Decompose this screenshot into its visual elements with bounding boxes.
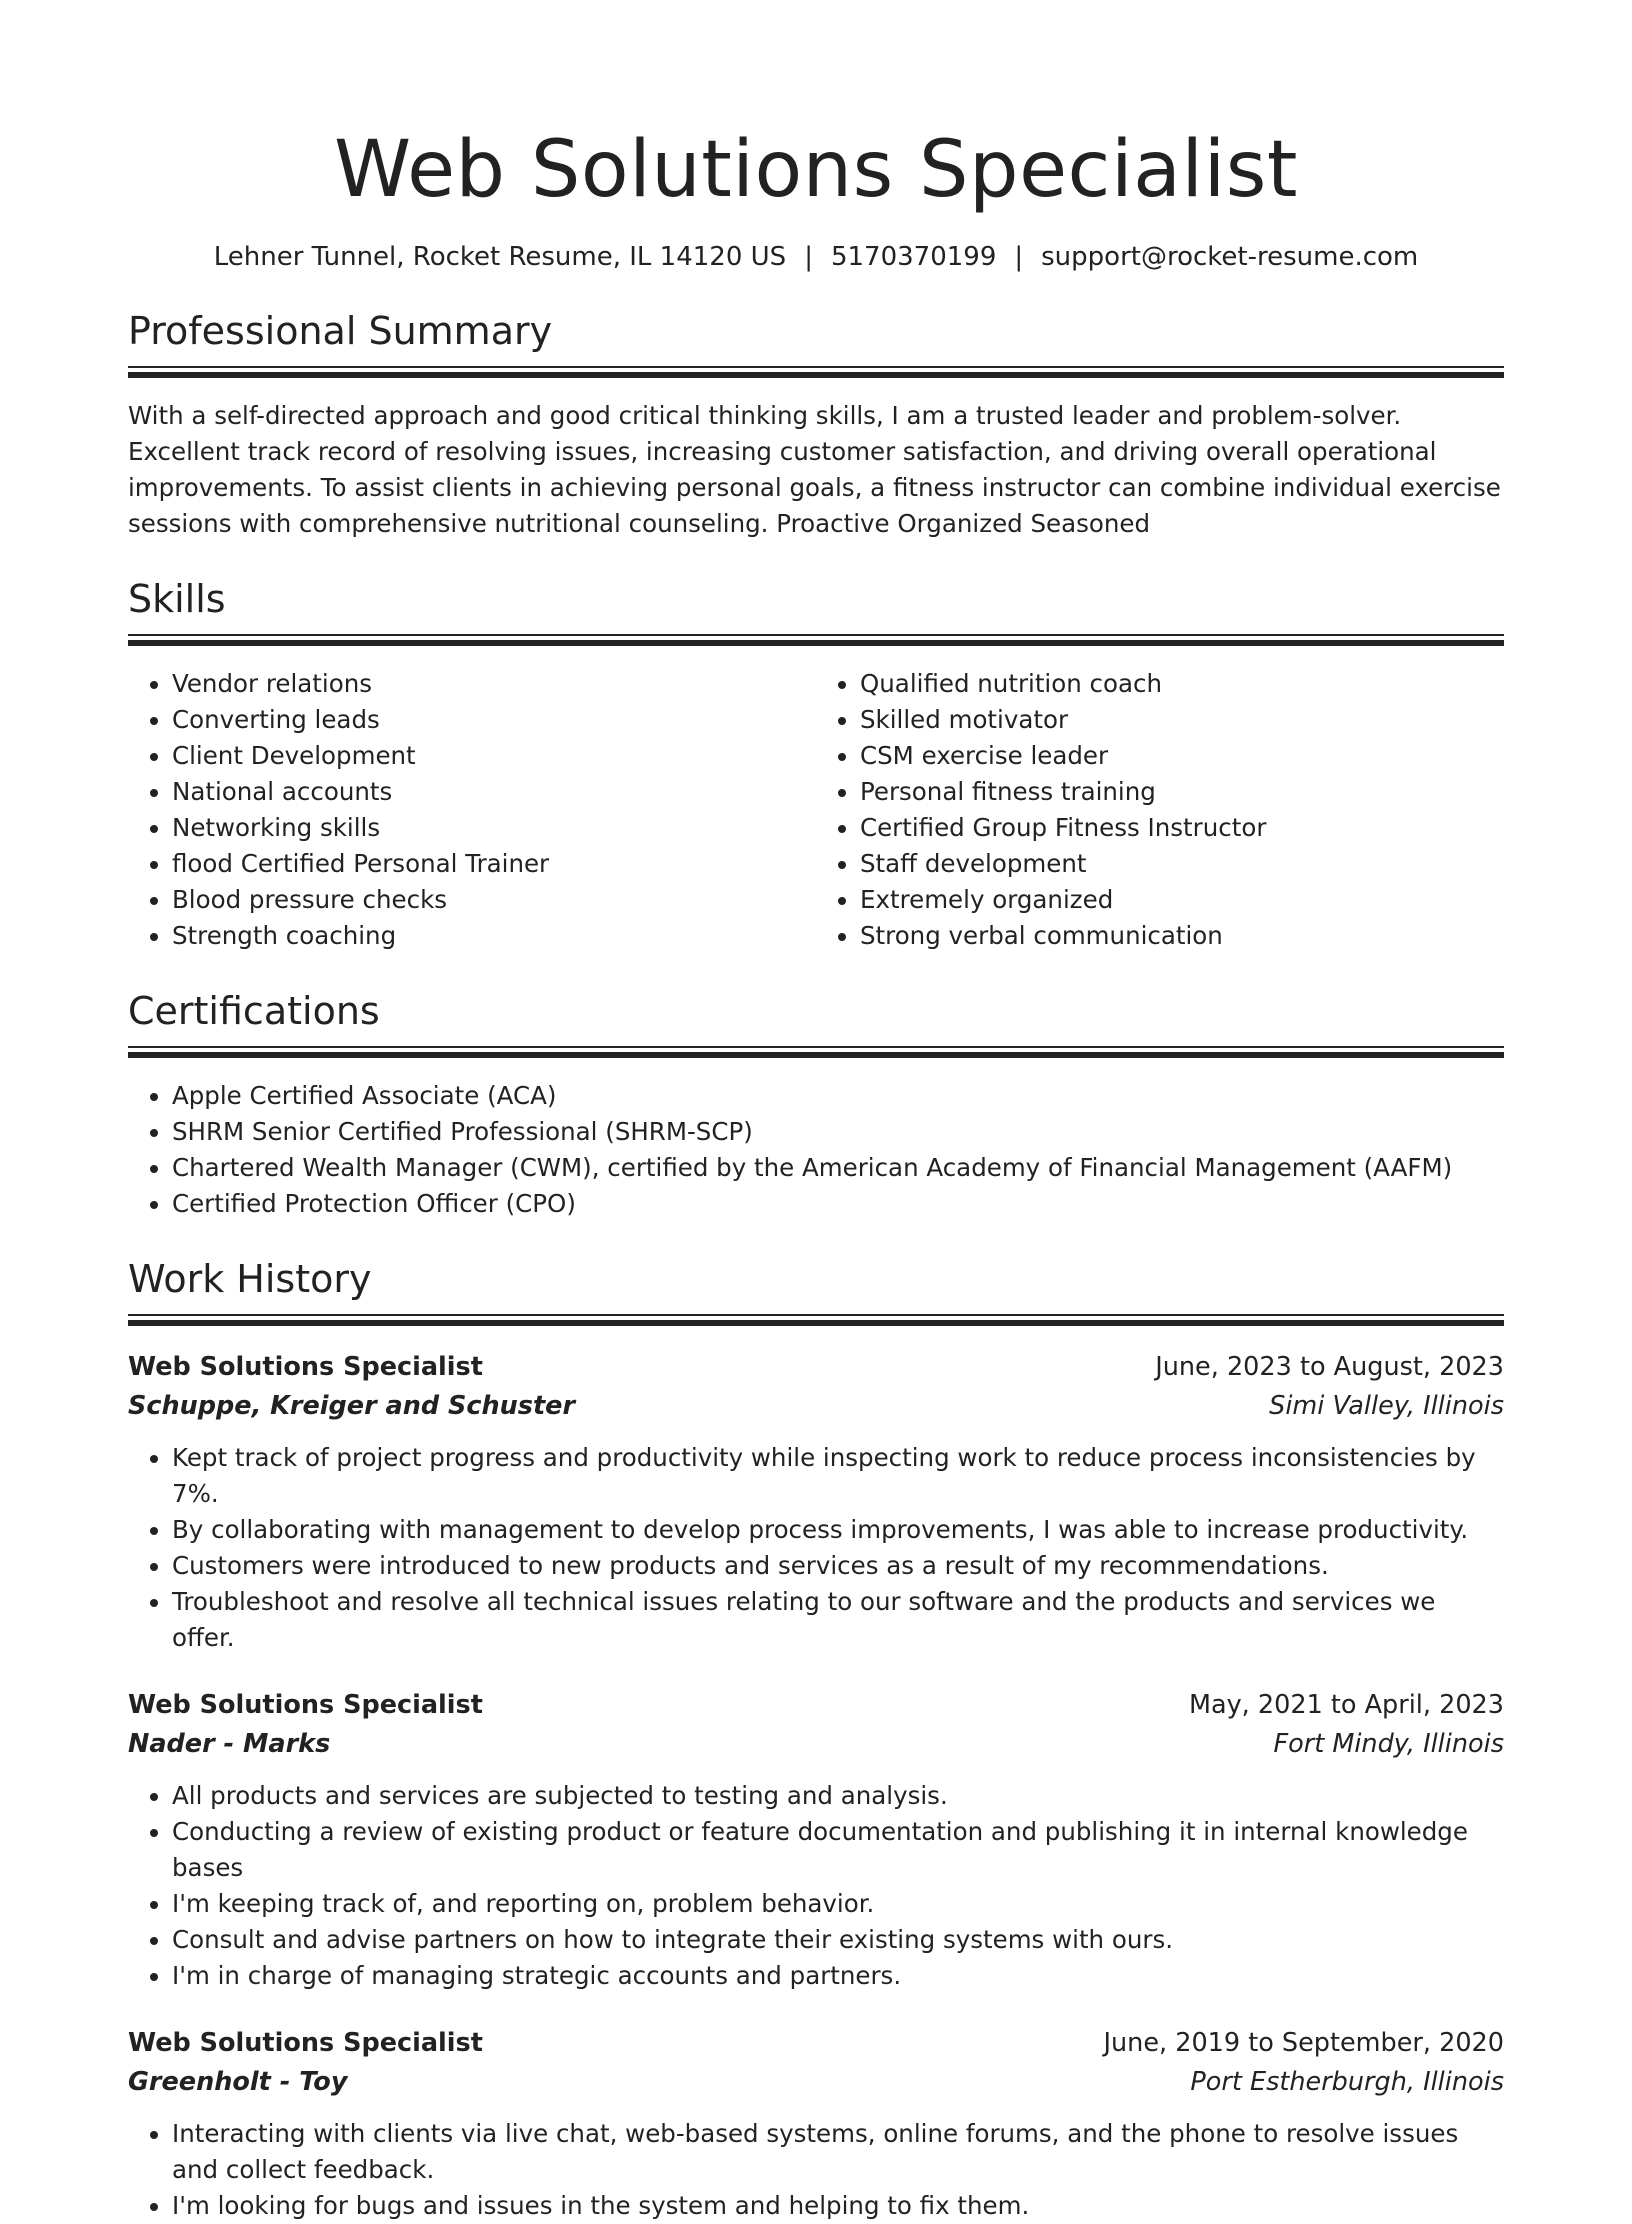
job-header-row <box>128 2024 1504 2063</box>
skill-item: • Certified Group Fitness Instructor <box>860 810 1504 846</box>
skill-item: • Converting leads <box>172 702 816 738</box>
skill-item: • Strength coaching <box>172 918 816 954</box>
skill-item: • Staff development <box>860 846 1504 882</box>
job-entry <box>128 1686 1504 1994</box>
certifications-section <box>128 986 1504 1222</box>
contact-phone: 5170370199 <box>830 242 997 272</box>
job-company: Greenholt - Toy <box>128 2067 348 2097</box>
job-bullet: • I'm keeping track of, and reporting on, problem behavior. <box>172 1886 1504 1922</box>
job-entry <box>128 1348 1504 1656</box>
contact-email: support@rocket-resume.com <box>1041 242 1419 272</box>
skills-section <box>128 574 1504 954</box>
job-dates: May, 2021 to April, 2023 <box>1188 1690 1504 1720</box>
certification-item: • SHRM Senior Certified Professional (SHRM-SCP) <box>172 1114 1504 1150</box>
job-bullet: • By collaborating with management to develop process improvements, I was able to increase productivity. <box>172 1512 1504 1548</box>
job-dates: June, 2019 to September, 2020 <box>1103 2028 1504 2058</box>
work-history-title: Work History <box>128 1257 372 1301</box>
skill-item: • National accounts <box>172 774 816 810</box>
job-company: Nader - Marks <box>128 1729 331 1759</box>
job-bullet: • Conducting a review of existing product or feature documentation and publishing it in internal knowledge bases <box>172 1814 1504 1886</box>
job-company-row <box>128 1387 1504 1426</box>
summary-section <box>128 306 1504 542</box>
certification-item: • Certified Protection Officer (CPO) <box>172 1186 1504 1222</box>
contact-separator: | <box>1014 242 1024 272</box>
certifications-title: Certifications <box>128 989 380 1033</box>
job-entry <box>128 2024 1504 2224</box>
skills-list-right <box>816 666 1504 954</box>
skills-list-left <box>128 666 816 954</box>
skills-columns <box>128 666 1504 954</box>
skill-item: • flood Certified Personal Trainer <box>172 846 816 882</box>
job-header-row <box>128 1686 1504 1725</box>
job-company-row <box>128 1725 1504 1764</box>
certification-item: • Chartered Wealth Manager (CWM), certified by the American Academy of Financial Management (AAFM) <box>172 1150 1504 1186</box>
contact-address: Lehner Tunnel, Rocket Resume, IL 14120 US <box>213 242 787 272</box>
job-location: Port Estherburgh, Illinois <box>1190 2067 1504 2097</box>
skill-item: • CSM exercise leader <box>860 738 1504 774</box>
candidate-name: Web Solutions Specialist <box>334 125 1298 215</box>
section-divider <box>128 1046 1504 1060</box>
job-bullet: • Customers were introduced to new products and services as a result of my recommendations. <box>172 1548 1504 1584</box>
section-divider <box>128 1314 1504 1328</box>
skill-item: • Blood pressure checks <box>172 882 816 918</box>
skill-item: • Strong verbal communication <box>860 918 1504 954</box>
job-bullets <box>128 1778 1504 1994</box>
section-divider <box>128 634 1504 648</box>
skill-item: • Qualified nutrition coach <box>860 666 1504 702</box>
contact-separator: | <box>804 242 813 272</box>
job-bullet: • Troubleshoot and resolve all technical issues relating to our software and the products and services we offer. <box>172 1584 1504 1656</box>
skill-item: • Vendor relations <box>172 666 816 702</box>
job-header-row <box>128 1348 1504 1387</box>
skill-item: • Networking skills <box>172 810 816 846</box>
skill-item: • Personal fitness training <box>860 774 1504 810</box>
job-company-row <box>128 2063 1504 2102</box>
job-bullet: • Consult and advise partners on how to integrate their existing systems with ours. <box>172 1922 1504 1958</box>
job-bullet: • All products and services are subjected to testing and analysis. <box>172 1778 1504 1814</box>
skill-item: • Client Development <box>172 738 816 774</box>
job-title: Web Solutions Specialist <box>128 2028 483 2058</box>
job-company: Schuppe, Kreiger and Schuster <box>128 1391 576 1421</box>
job-bullets <box>128 2116 1504 2224</box>
job-bullets <box>128 1440 1504 1656</box>
job-bullet: • Kept track of project progress and productivity while inspecting work to reduce process inconsistencies by 7%. <box>172 1440 1504 1512</box>
job-bullet: • I'm looking for bugs and issues in the system and helping to fix them. <box>172 2188 1504 2224</box>
summary-title: Professional Summary <box>128 309 553 353</box>
certification-item: • Apple Certified Associate (ACA) <box>172 1078 1504 1114</box>
job-title: Web Solutions Specialist <box>128 1690 483 1720</box>
job-location: Simi Valley, Illinois <box>1269 1391 1504 1421</box>
summary-text: With a self-directed approach and good critical thinking skills, I am a trusted leader and problem-solver. Excellent track record of resolving issues, increasing customer satisfaction, and driving overall operational improvements. To assist clients in achieving personal goals, a fitness instructor can combine individual exercise sessions with comprehensive nutritional counseling. Proactive Organized Seasoned <box>128 401 1501 538</box>
job-bullet: • I'm in charge of managing strategic accounts and partners. <box>172 1958 1504 1994</box>
work-history-section <box>128 1254 1504 2224</box>
certifications-list <box>128 1078 1504 1222</box>
job-title: Web Solutions Specialist <box>128 1352 483 1382</box>
section-divider <box>128 366 1504 380</box>
job-location: Fort Mindy, Illinois <box>1273 1729 1504 1759</box>
skill-item: • Extremely organized <box>860 882 1504 918</box>
job-bullet: • Interacting with clients via live chat, web-based systems, online forums, and the phone to resolve issues and collect feedback. <box>172 2116 1504 2188</box>
contact-line <box>128 240 1504 274</box>
skill-item: • Skilled motivator <box>860 702 1504 738</box>
job-dates: June, 2023 to August, 2023 <box>1155 1352 1504 1382</box>
skills-title: Skills <box>128 577 226 621</box>
